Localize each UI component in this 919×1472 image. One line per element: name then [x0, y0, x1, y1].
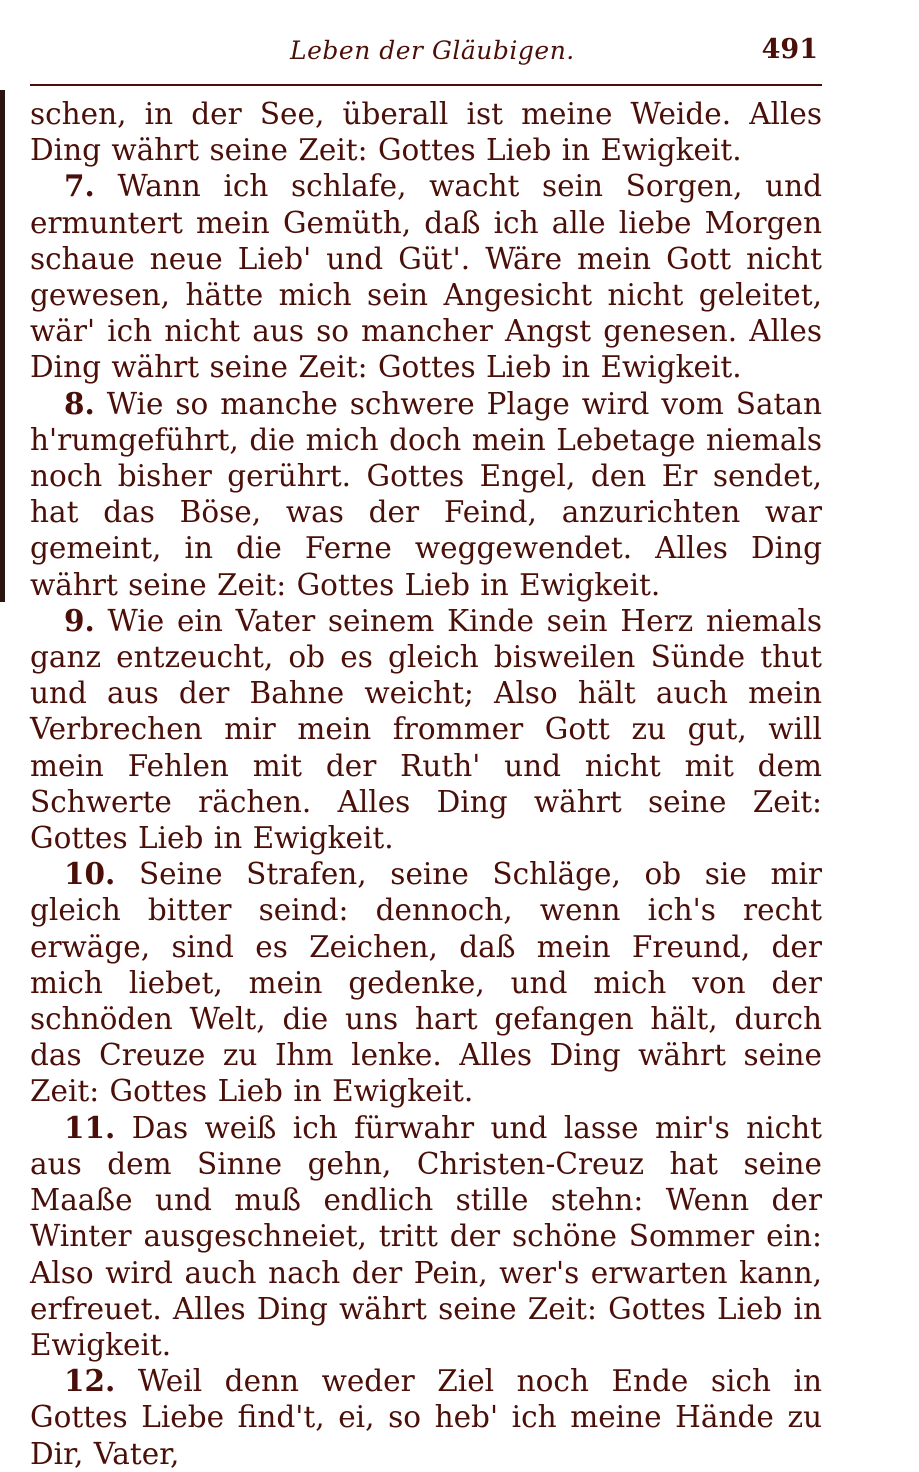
verse-number: 9.	[64, 602, 95, 638]
verse-number: 7.	[64, 168, 95, 204]
verse-10	[30, 856, 822, 1109]
verse-11	[30, 1110, 822, 1363]
scan-edge-shadow	[0, 90, 5, 602]
book-page	[30, 0, 830, 1471]
verse-number: 10.	[64, 856, 116, 892]
verse-text: schen, in der See, überall ist meine Weide. Alles Ding währt seine Zeit: Gottes Lieb in Ewigkeit.	[30, 97, 822, 168]
verse-text: Wann ich schlafe, wacht sein Sorgen, und ermuntert mein Gemüth, daß ich alle liebe Morgen schaue neue Lieb' und Güt'. Wäre mein Gott nicht gewesen, hätte mich sein Angesicht nicht geleitet, wär' ich nicht aus so mancher Angst genesen. Alles Ding währt seine Zeit: Gottes Lieb in Ewigkeit.	[30, 169, 822, 385]
verse-12	[30, 1363, 822, 1472]
verse-8	[30, 386, 822, 603]
verse-text: Weil denn weder Ziel noch Ende sich in Gottes Liebe find't, ei, so heb' ich meine Hände zu Dir, Vater,	[30, 1364, 822, 1471]
verse-7	[30, 168, 822, 385]
verse-text: Das weiß ich fürwahr und lasse mir's nicht aus dem Sinne gehn, Christen-Creuz hat seine Maaße und muß endlich stille stehn: Wenn der Winter ausgeschneiet, tritt der schöne Sommer ein: Also wird auch nach der Pein, wer's erwarten kann, erfreuet. Alles Ding währt seine Zeit: Gottes Lieb in Ewigkeit.	[30, 1110, 822, 1362]
hymn-text	[30, 96, 822, 1472]
verse-text: Wie so manche schwere Plage wird vom Satan h'rumgeführt, die mich doch mein Lebetage niemals noch bisher gerührt. Gottes Engel, den Er sendet, hat das Böse, was der Feind, anzurichten war gemeint, in die Ferne weggewendet. Alles Ding währt seine Zeit: Gottes Lieb in Ewigkeit.	[30, 386, 822, 602]
running-title: Leben der Gläubigen.	[290, 36, 575, 65]
verse-9	[30, 603, 822, 856]
verse-number: 11.	[64, 1109, 116, 1145]
page-number: 491	[761, 34, 818, 65]
verse-text: Seine Strafen, seine Schläge, ob sie mir gleich bitter seind: dennoch, wenn ich's recht erwäge, sind es Zeichen, daß mein Freund, der mich liebet, mein gedenke, und mich von der schnöden Welt, die uns hart gefangen hält, durch das Creuze zu Ihm lenke. Alles Ding währt seine Zeit: Gottes Lieb in Ewigkeit.	[30, 857, 822, 1109]
verse-number: 8.	[64, 385, 95, 421]
verse-continuation	[30, 96, 822, 168]
header-rule	[30, 84, 822, 86]
verse-number: 12.	[64, 1363, 116, 1399]
running-header	[30, 36, 830, 76]
verse-text: Wie ein Vater seinem Kinde sein Herz niemals ganz entzeucht, ob es gleich bisweilen Sünde thut und aus der Bahne weicht; Also hält auch mein Verbrechen mir mein frommer Gott zu gut, will mein Fehlen mit der Ruth' und nicht mit dem Schwerte rächen. Alles Ding währt seine Zeit: Gottes Lieb in Ewigkeit.	[30, 603, 822, 856]
